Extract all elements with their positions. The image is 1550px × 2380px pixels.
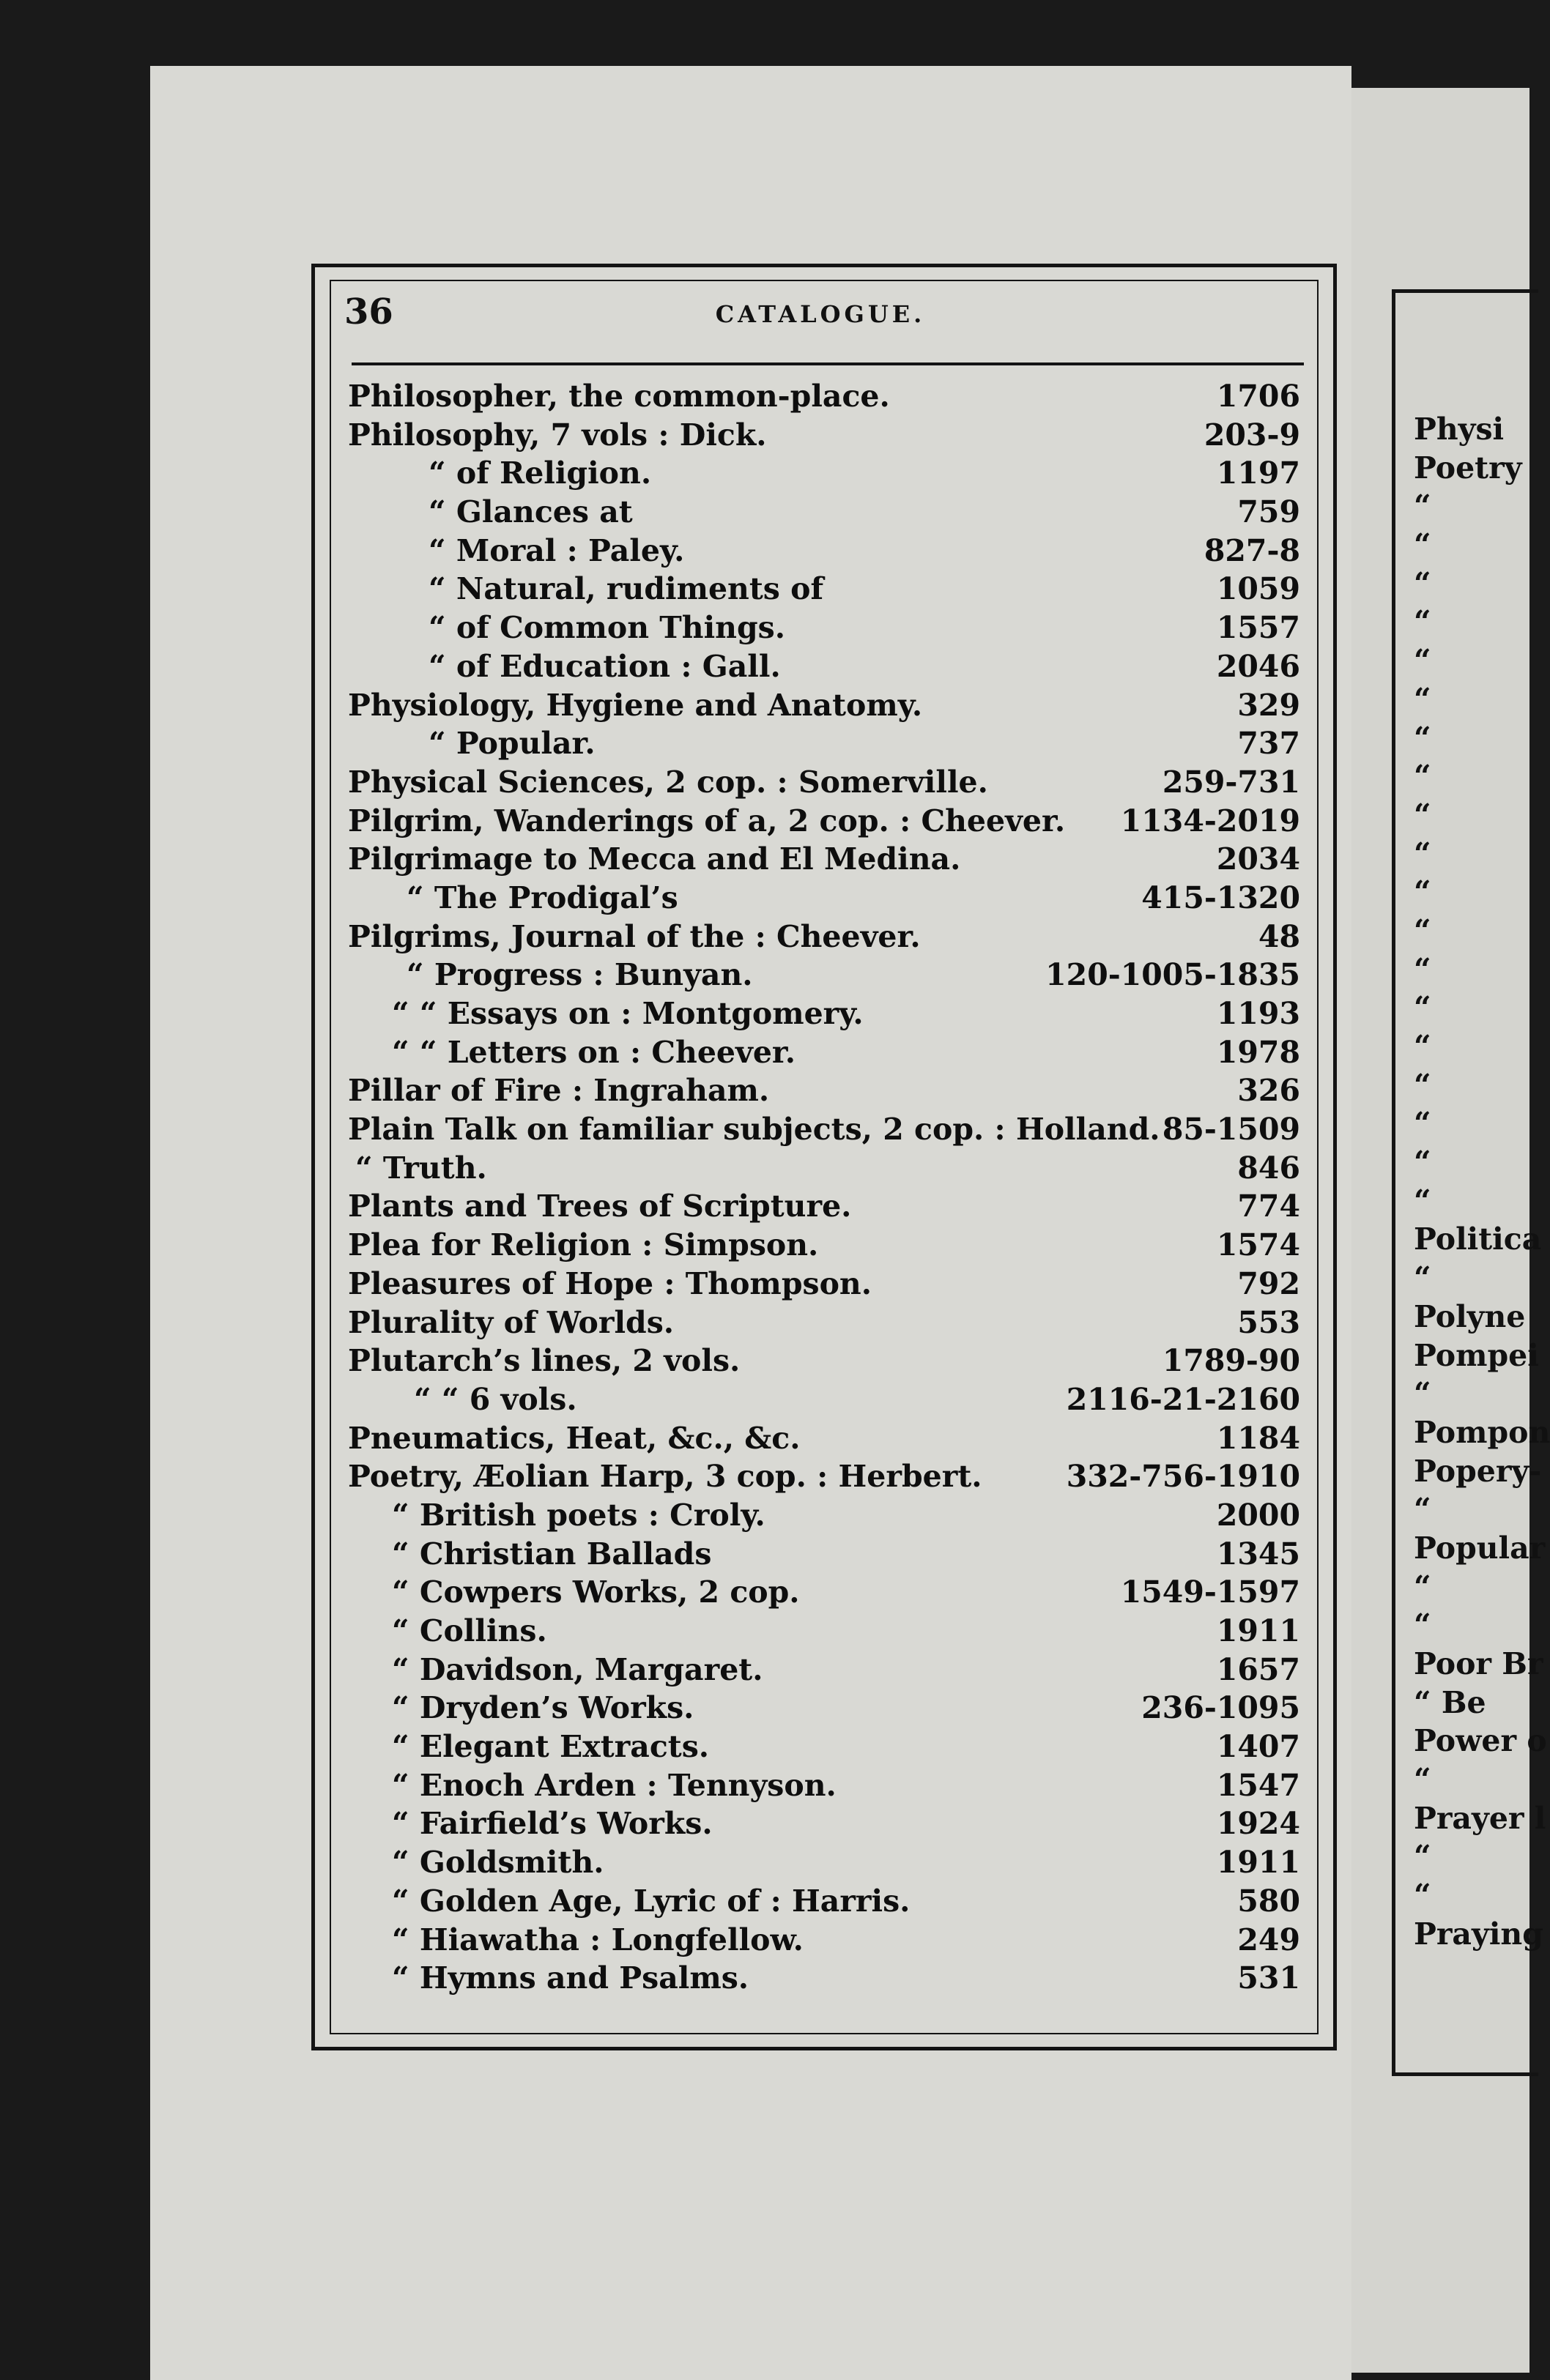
entry-number: 1978 <box>1216 1034 1300 1070</box>
catalogue-entry <box>348 763 1300 802</box>
right-page-fragment: Popery- <box>1414 1453 1542 1489</box>
entry-title: “ Golden Age, Lyric of : Harris. <box>392 1883 911 1919</box>
catalogue-entry <box>348 1766 1300 1805</box>
right-page-fragment: “ <box>1414 797 1431 833</box>
entry-title: Poetry, Æolian Harp, 3 cop. : Herbert. <box>348 1459 982 1495</box>
entry-number: 1197 <box>1216 455 1300 491</box>
entry-number: 326 <box>1237 1073 1300 1109</box>
entry-title: Physical Sciences, 2 cop. : Somerville. <box>348 764 988 800</box>
page-title: CATALOGUE. <box>715 300 926 328</box>
catalogue-entry <box>348 1612 1300 1651</box>
right-page-fragment: “ <box>1414 1145 1431 1180</box>
entry-title: “ Enoch Arden : Tennyson. <box>392 1767 837 1803</box>
entry-number: 792 <box>1237 1265 1300 1301</box>
entry-number: 1549-1597 <box>1120 1574 1300 1610</box>
entry-number: 737 <box>1237 726 1300 762</box>
entry-number: 1911 <box>1216 1613 1300 1648</box>
entry-number: 1059 <box>1216 571 1300 607</box>
entry-number: 1557 <box>1216 610 1300 646</box>
entry-title: “ The Prodigal’s <box>407 880 678 915</box>
catalogue-entry <box>348 609 1300 647</box>
right-page-fragment: “ <box>1414 527 1431 563</box>
catalogue-entry <box>348 1573 1300 1612</box>
catalogue-entry <box>348 647 1300 686</box>
right-page-fragment: “ <box>1414 565 1431 601</box>
entry-title: Pillar of Fire : Ingraham. <box>348 1073 770 1109</box>
right-page-fragment: Poetry <box>1414 450 1522 486</box>
page-number: 36 <box>344 291 393 332</box>
catalogue-entry <box>348 1804 1300 1843</box>
entry-title: Pneumatics, Heat, &c., &c. <box>348 1420 801 1456</box>
catalogue-entry <box>348 686 1300 725</box>
entry-title: “ Davidson, Margaret. <box>392 1651 763 1687</box>
catalogue-entry <box>348 1071 1300 1110</box>
right-page-fragment: “ <box>1414 1878 1431 1914</box>
catalogue-entry <box>348 1921 1300 1960</box>
right-page-fragment: Popular <box>1414 1530 1546 1566</box>
right-page-fragment: “ <box>1414 1029 1431 1064</box>
catalogue-entry <box>348 918 1300 956</box>
catalogue-entry <box>348 1033 1300 1072</box>
catalogue-entry <box>348 802 1300 841</box>
right-page-fragment: Poor Br <box>1414 1646 1543 1681</box>
entry-title: “ “ 6 vols. <box>414 1381 577 1417</box>
entry-number: 1574 <box>1216 1227 1300 1263</box>
entry-title: “ of Religion. <box>429 455 652 491</box>
right-page-fragment: “ <box>1414 1067 1431 1103</box>
entry-number: 236-1095 <box>1141 1690 1300 1726</box>
entry-number: 1547 <box>1216 1767 1300 1803</box>
catalogue-entry <box>348 1457 1300 1496</box>
right-page-fragment: “ <box>1414 1106 1431 1142</box>
right-page-fragment: “ <box>1414 488 1431 524</box>
catalogue-entry <box>348 1265 1300 1304</box>
entry-title: “ Glances at <box>429 494 633 530</box>
entry-number: 846 <box>1237 1150 1300 1186</box>
right-page-fragment: Politica <box>1414 1221 1542 1257</box>
entry-number: 1789-90 <box>1162 1343 1300 1379</box>
entry-number: 1193 <box>1216 996 1300 1031</box>
catalogue-entry <box>348 1959 1300 1998</box>
entry-number: 2046 <box>1216 648 1300 684</box>
entry-title: “ Moral : Paley. <box>429 532 685 568</box>
entry-title: “ Dryden’s Works. <box>392 1690 694 1726</box>
catalogue-entry <box>348 1110 1300 1149</box>
entry-title: “ Collins. <box>392 1613 547 1648</box>
entry-title: Philosophy, 7 vols : Dick. <box>348 417 767 453</box>
entry-number: 2034 <box>1216 841 1300 877</box>
entry-number: 332-756-1910 <box>1066 1459 1300 1495</box>
right-page-fragment: “ <box>1414 836 1431 871</box>
catalogue-entry <box>348 1419 1300 1458</box>
entry-title: “ of Common Things. <box>429 610 786 646</box>
entry-number: 1407 <box>1216 1729 1300 1765</box>
catalogue-entry <box>348 1728 1300 1766</box>
entry-number: 120-1005-1835 <box>1045 957 1300 993</box>
catalogue-entry <box>348 1342 1300 1380</box>
entry-title: Plants and Trees of Scripture. <box>348 1189 852 1224</box>
entry-title: Philosopher, the common-place. <box>348 379 890 414</box>
right-page-fragment: “ <box>1414 1183 1431 1219</box>
entry-number: 329 <box>1237 687 1300 723</box>
right-page-fragment: Praying <box>1414 1916 1543 1952</box>
entry-number: 531 <box>1237 1960 1300 1996</box>
right-page-fragment: Prayer l <box>1414 1800 1546 1836</box>
catalogue-entry <box>348 840 1300 879</box>
catalogue-entry <box>348 416 1300 455</box>
right-page-fragment: “ <box>1414 912 1431 948</box>
catalogue-entry <box>348 1226 1300 1265</box>
entry-title: Pleasures of Hope : Thompson. <box>348 1265 872 1301</box>
entry-title: “ Elegant Extracts. <box>392 1729 710 1765</box>
right-page-fragment: “ <box>1414 1607 1431 1643</box>
entry-number: 1911 <box>1216 1845 1300 1881</box>
catalogue-entry <box>348 532 1300 570</box>
right-page-fragment: “ Be <box>1414 1684 1486 1720</box>
entry-number: 1924 <box>1216 1806 1300 1842</box>
entry-title: “ of Education : Gall. <box>429 648 781 684</box>
catalogue-entry <box>348 454 1300 493</box>
catalogue-entry <box>348 956 1300 994</box>
entry-number: 759 <box>1237 494 1300 530</box>
catalogue-entry <box>348 1187 1300 1226</box>
entry-title: Plea for Religion : Simpson. <box>348 1227 819 1263</box>
right-page-fragment: “ <box>1414 1569 1431 1604</box>
entry-number: 2116-21-2160 <box>1066 1381 1300 1417</box>
right-page-fragment: “ <box>1414 874 1431 910</box>
entry-number: 1706 <box>1216 379 1300 414</box>
entry-number: 2000 <box>1216 1497 1300 1533</box>
entry-number: 85-1509 <box>1162 1112 1300 1148</box>
catalogue-entry <box>348 570 1300 609</box>
entry-title: Pilgrim, Wanderings of a, 2 cop. : Cheever. <box>348 803 1066 838</box>
entry-title: Plain Talk on familiar subjects, 2 cop. : Holland. <box>348 1112 1160 1148</box>
right-page-fragment: Power o <box>1414 1723 1547 1759</box>
catalogue-entry <box>348 377 1300 416</box>
entry-title: Plutarch’s lines, 2 vols. <box>348 1343 741 1379</box>
entry-title: “ Fairfield’s Works. <box>392 1806 713 1842</box>
entry-number: 827-8 <box>1204 532 1300 568</box>
right-page-fragment: “ <box>1414 951 1431 987</box>
entry-title: “ Christian Ballads <box>392 1536 712 1572</box>
entry-number: 1134-2019 <box>1120 803 1300 838</box>
catalogue-entries <box>348 377 1300 1998</box>
header-rule <box>352 362 1304 365</box>
right-page-fragment: “ <box>1414 990 1431 1026</box>
catalogue-entry <box>348 1651 1300 1689</box>
entry-title: “ Popular. <box>429 726 596 762</box>
entry-title: “ Hiawatha : Longfellow. <box>392 1922 804 1957</box>
catalogue-entry <box>348 1535 1300 1574</box>
right-page-fragment: “ <box>1414 1492 1431 1528</box>
catalogue-entry <box>348 994 1300 1033</box>
catalogue-entry <box>348 1304 1300 1342</box>
entry-title: “ “ Letters on : Cheever. <box>392 1034 796 1070</box>
catalogue-entry <box>348 724 1300 763</box>
entry-title: Plurality of Worlds. <box>348 1304 675 1340</box>
right-page-fragment: Pompon <box>1414 1414 1550 1450</box>
right-page-fragment: “ <box>1414 1762 1431 1798</box>
entry-title: “ Progress : Bunyan. <box>407 957 753 993</box>
right-page-fragment: “ <box>1414 681 1431 717</box>
entry-title: Physiology, Hygiene and Anatomy. <box>348 687 923 723</box>
right-page-fragment: Polyne <box>1414 1298 1526 1334</box>
entry-title: “ “ Essays on : Montgomery. <box>392 996 864 1031</box>
catalogue-entry <box>348 1149 1300 1188</box>
catalogue-entry <box>348 1843 1300 1882</box>
right-page-fragment: “ <box>1414 759 1431 795</box>
entry-title: “ Natural, rudiments of <box>429 571 824 607</box>
right-page-fragment: Pompei <box>1414 1337 1539 1373</box>
entry-number: 415-1320 <box>1141 880 1300 915</box>
right-page-fragment: “ <box>1414 720 1431 756</box>
entry-number: 259-731 <box>1162 764 1300 800</box>
catalogue-entry <box>348 1380 1300 1419</box>
entry-title: Pilgrims, Journal of the : Cheever. <box>348 918 921 954</box>
right-page-fragment: “ <box>1414 643 1431 679</box>
right-page-fragment: “ <box>1414 1839 1431 1875</box>
entry-title: “ Truth. <box>355 1150 487 1186</box>
entry-number: 774 <box>1237 1189 1300 1224</box>
entry-number: 1345 <box>1216 1536 1300 1572</box>
catalogue-entry <box>348 879 1300 918</box>
entry-title: “ British poets : Croly. <box>392 1497 765 1533</box>
catalogue-entry <box>348 1496 1300 1535</box>
entry-number: 1184 <box>1216 1420 1300 1456</box>
catalogue-entry <box>348 1689 1300 1728</box>
entry-number: 249 <box>1237 1922 1300 1957</box>
right-page-fragment: “ <box>1414 1260 1431 1296</box>
catalogue-entry <box>348 1882 1300 1921</box>
catalogue-entry <box>348 493 1300 532</box>
right-page-fragment: “ <box>1414 1376 1431 1412</box>
page-header <box>344 291 1297 343</box>
entry-number: 48 <box>1258 918 1300 954</box>
entry-title: “ Cowpers Works, 2 cop. <box>392 1574 800 1610</box>
entry-title: Pilgrimage to Mecca and El Medina. <box>348 841 961 877</box>
right-page-fragment: Physi <box>1414 412 1505 447</box>
entry-number: 580 <box>1237 1883 1300 1919</box>
entry-title: “ Hymns and Psalms. <box>392 1960 749 1996</box>
entry-title: “ Goldsmith. <box>392 1845 604 1881</box>
entry-number: 203-9 <box>1204 417 1300 453</box>
entry-number: 553 <box>1237 1304 1300 1340</box>
right-page-fragment: “ <box>1414 604 1431 640</box>
right-page-column <box>1414 410 1550 1954</box>
entry-number: 1657 <box>1216 1651 1300 1687</box>
